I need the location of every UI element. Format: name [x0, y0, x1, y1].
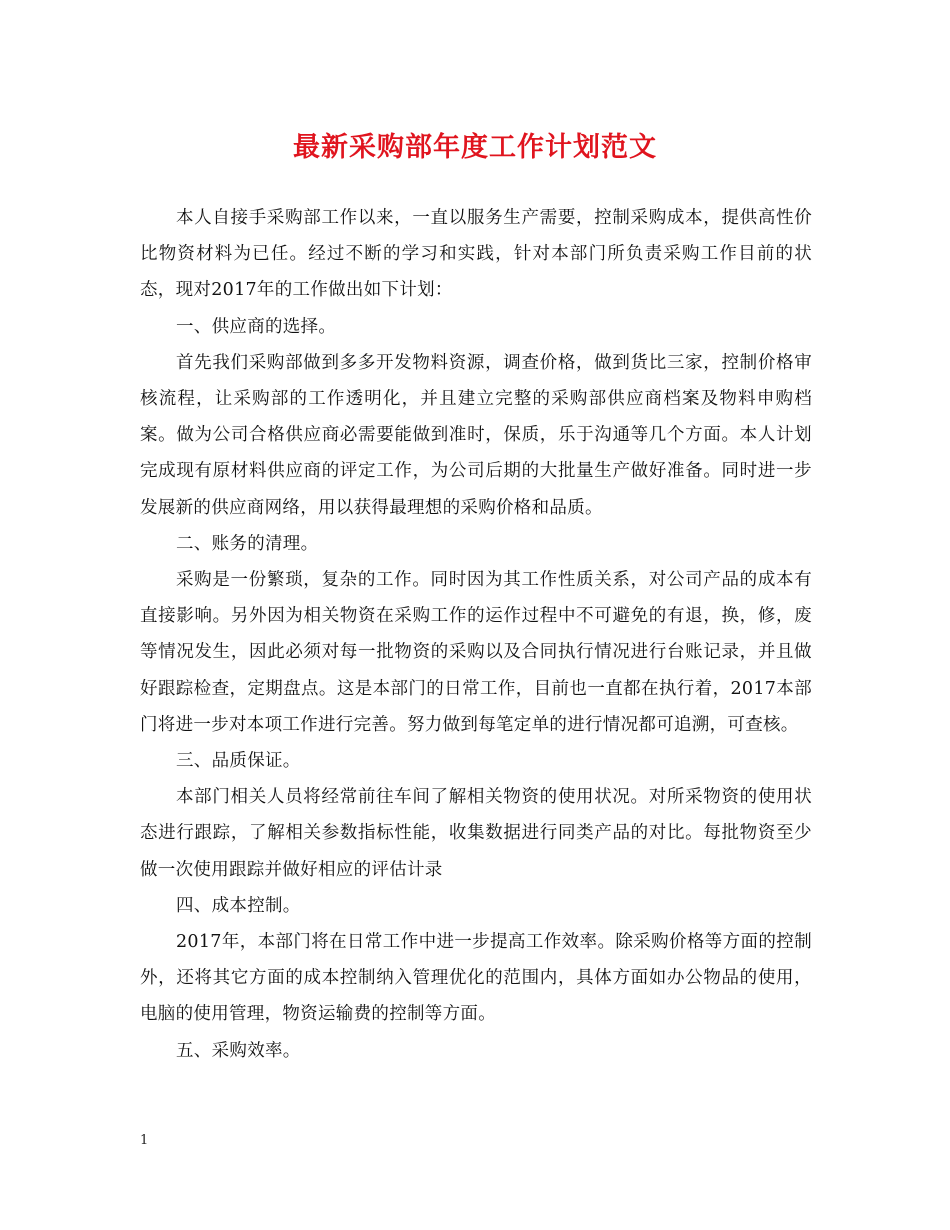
paragraph-accounts-cleanup: 采购是一份繁琐，复杂的工作。同时因为其工作性质关系，对公司产品的成本有直接影响。另外因为相关物资在采购工作的运作过程中不可避免的有退，换，修，废等情况发生，因此必须对每一批物资的采购以及合同执行情况进行台账记录，并且做好跟踪检查，定期盘点。这是本部门的日常工作，目前也一直都在执行着，2017本部门将进一步对本项工作进行完善。努力做到每笔定单的进行情况都可追溯，可查核。 [140, 570, 812, 735]
paragraph-supplier-selection: 首先我们采购部做到多多开发物料资源，调查价格，做到货比三家，控制价格审核流程，让采购部的工作透明化，并且建立完整的采购部供应商档案及物料申购档案。做为公司合格供应商必需要能做到准时，保质，乐于沟通等几个方面。本人计划完成现有原材料供应商的评定工作，为公司后期的大批量生产做好准备。同时进一步发展新的供应商网络，用以获得最理想的采购价格和品质。 [140, 352, 812, 518]
heading-procurement-efficiency: 五、采购效率。 [176, 1040, 301, 1061]
paragraph-quality-assurance: 本部门相关人员将经常前往车间了解相关物资的使用状况。对所采物资的使用状态进行跟踪，了解相关参数指标性能，收集数据进行同类产品的对比。每批物资至少做一次使用跟踪并做好相应的评估计录 [140, 787, 812, 880]
heading-cost-control: 四、成本控制。 [176, 895, 301, 916]
heading-quality-assurance: 三、品质保证。 [176, 751, 301, 772]
paragraph-intro: 本人自接手采购部工作以来，一直以服务生产需要，控制采购成本，提供高性价比物资材料为已任。经过不断的学习和实践，针对本部门所负责采购工作目前的状态，现对2017年的工作做出如下计划： [140, 208, 812, 301]
document-body [140, 200, 812, 1069]
paragraph-cost-control: 2017年，本部门将在日常工作中进一步提高工作效率。除采购价格等方面的控制外，还将其它方面的成本控制纳入管理优化的范围内，具体方面如办公物品的使用，电脑的使用管理，物资运输费的控制等方面。 [140, 932, 812, 1025]
heading-accounts-cleanup: 二、账务的清理。 [176, 533, 319, 554]
document-title: 最新采购部年度工作计划范文 [293, 132, 657, 163]
page-number: 1 [140, 1133, 149, 1148]
heading-supplier-selection: 一、供应商的选择。 [176, 316, 337, 337]
